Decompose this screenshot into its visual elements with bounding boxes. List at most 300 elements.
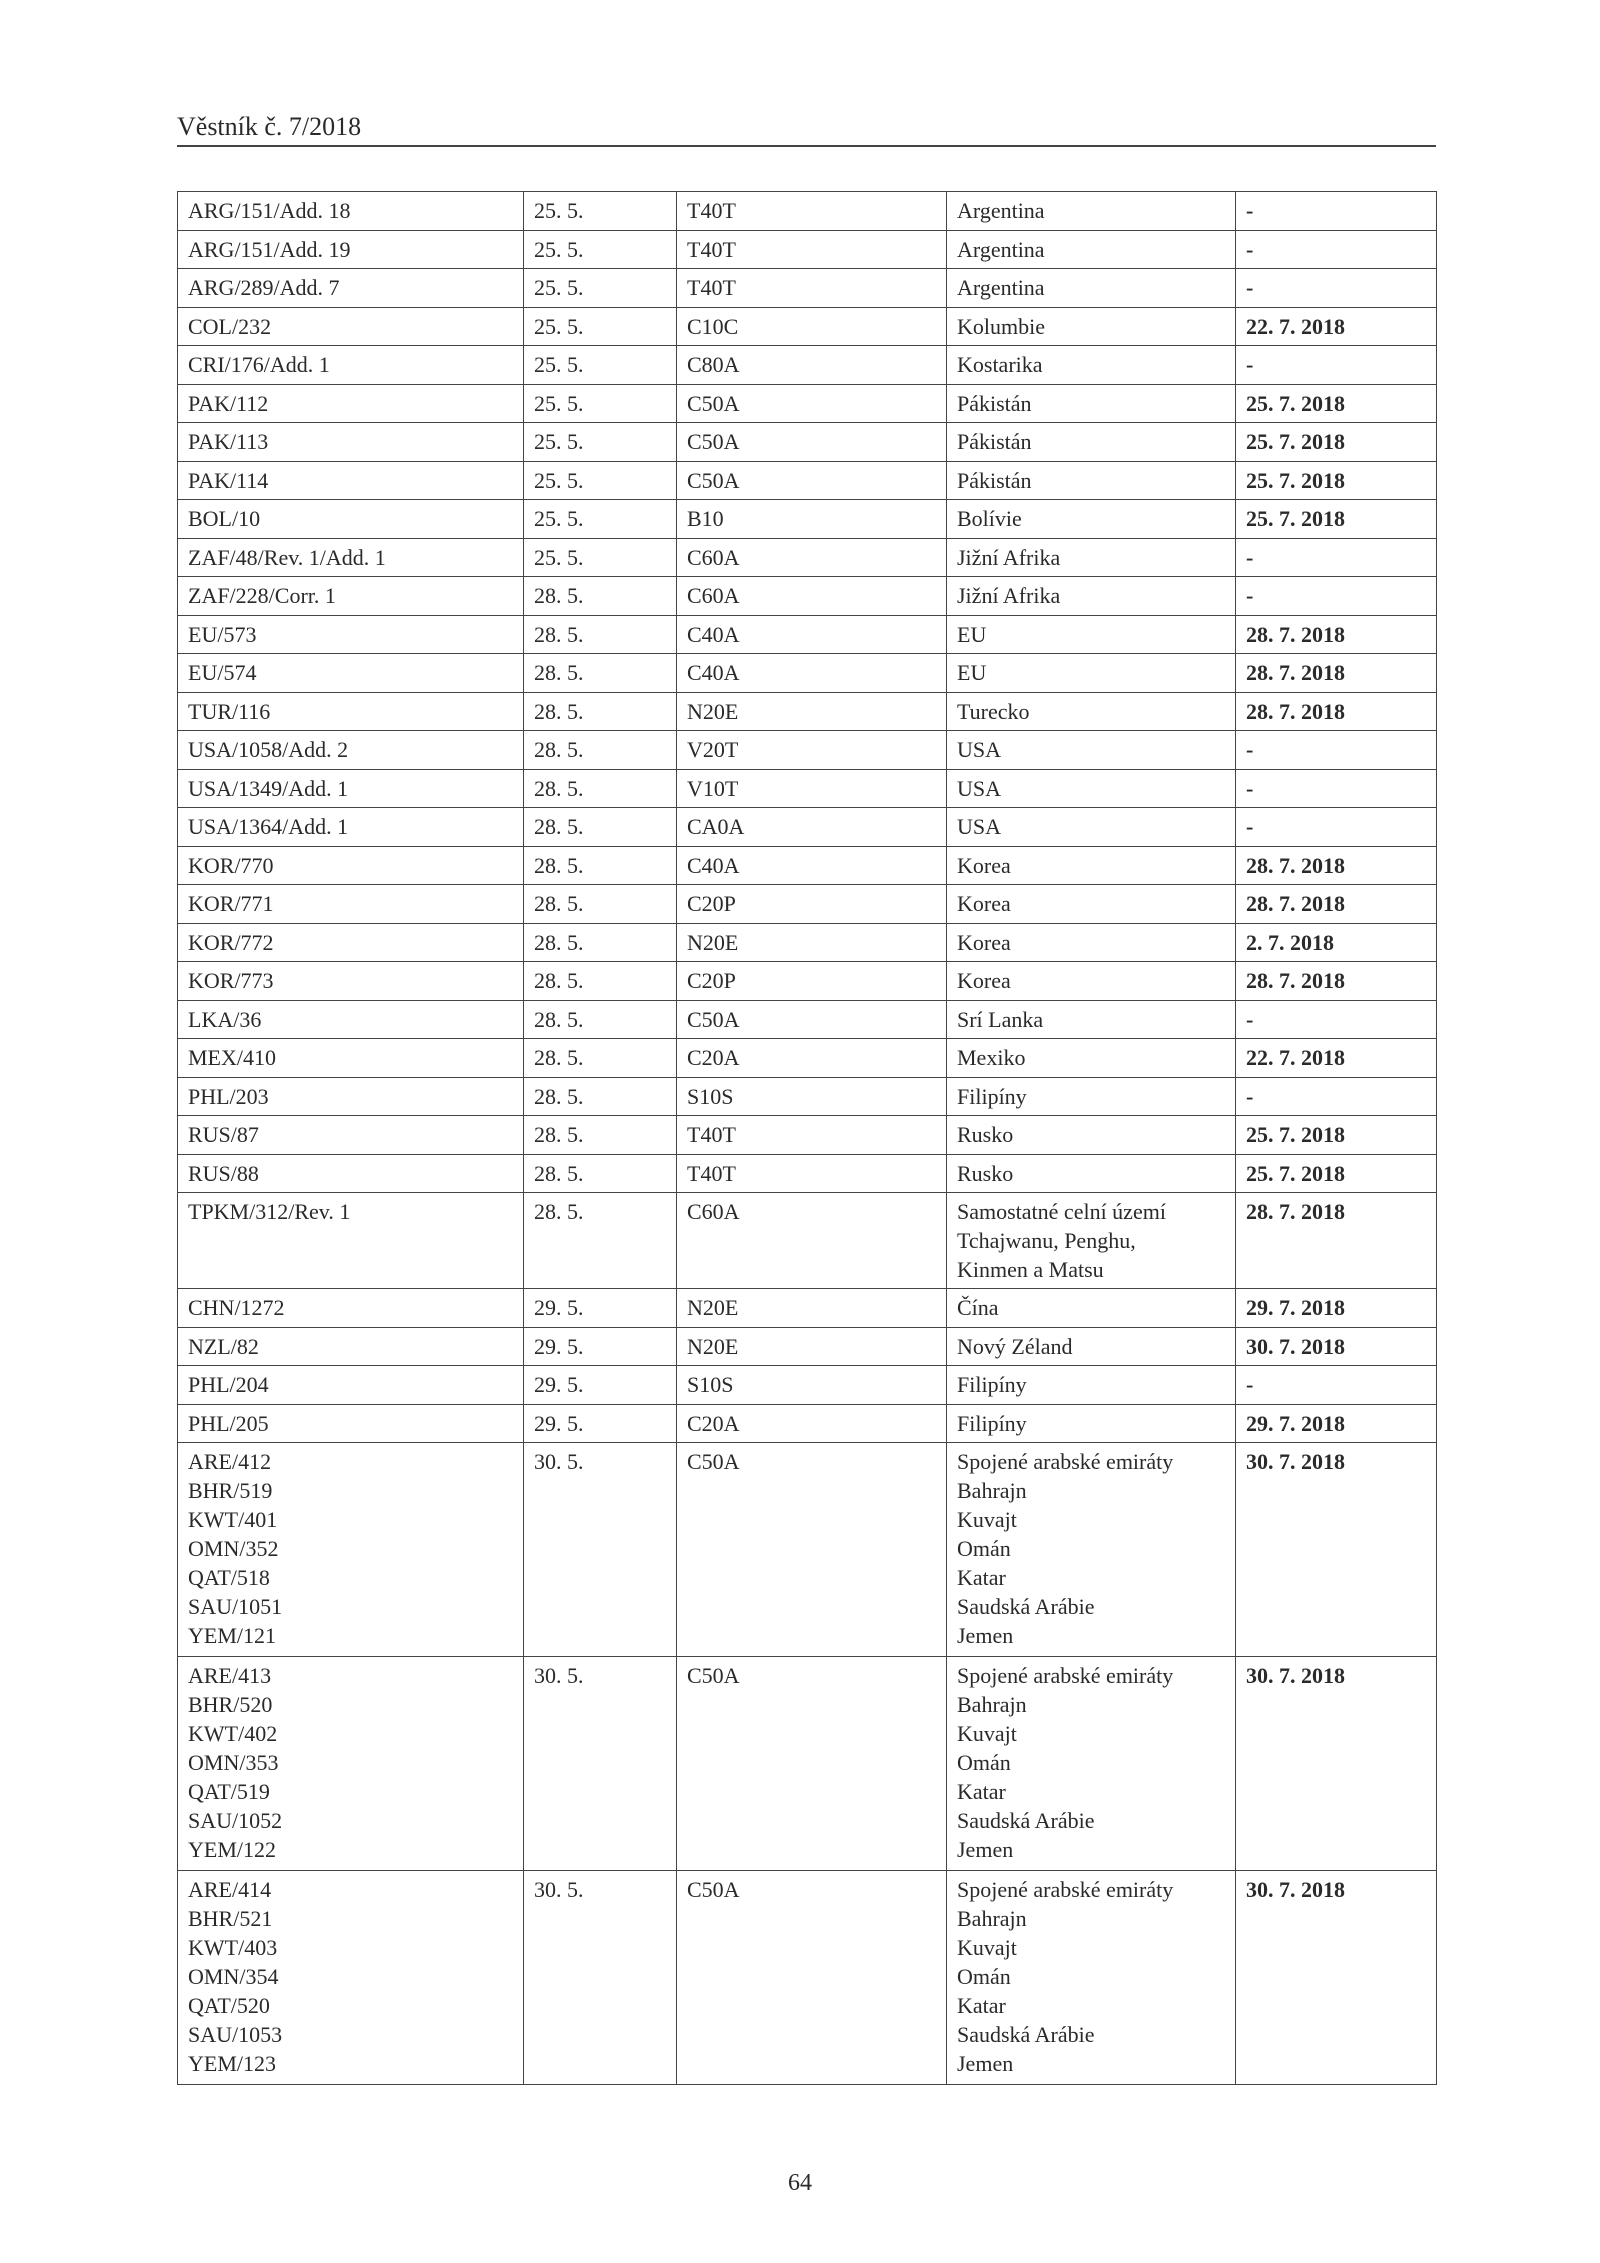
- document-cell-line: BHR/520: [188, 1692, 273, 1717]
- table-row: [178, 923, 1437, 962]
- table-row: [178, 230, 1437, 269]
- date-cell: 28. 5.: [524, 692, 677, 731]
- document-cell: [178, 808, 524, 847]
- table-row: [178, 1193, 1437, 1289]
- document-cell: [178, 1289, 524, 1328]
- document-cell-line: ARE/414: [188, 1877, 272, 1902]
- country-cell-line: Jemen: [957, 1837, 1014, 1862]
- date-cell: 28. 5.: [524, 1000, 677, 1039]
- document-cell-line: TPKM/312/Rev. 1: [188, 1199, 351, 1224]
- date-cell: 28. 5.: [524, 769, 677, 808]
- code-cell: C60A: [677, 577, 947, 616]
- header-rule: [177, 145, 1436, 147]
- document-cell-line: LKA/36: [188, 1006, 262, 1032]
- country-cell: [947, 923, 1236, 962]
- document-cell: [178, 461, 524, 500]
- country-cell-line: Turecko: [957, 698, 1030, 724]
- code-cell: C40A: [677, 654, 947, 693]
- document-cell: [178, 192, 524, 231]
- deadline-cell: 25. 7. 2018: [1236, 1154, 1437, 1193]
- code-cell: C50A: [677, 1443, 947, 1657]
- country-cell-line: Saudská Arábie: [957, 1808, 1095, 1833]
- document-cell-line: USA/1364/Add. 1: [188, 814, 349, 839]
- code-cell: C50A: [677, 461, 947, 500]
- document-cell: [178, 654, 524, 693]
- code-cell: S10S: [677, 1077, 947, 1116]
- country-cell-line: Katar: [957, 1779, 1006, 1804]
- country-cell: [947, 1289, 1236, 1328]
- country-cell-line: Argentina: [957, 236, 1045, 262]
- date-cell: 28. 5.: [524, 731, 677, 770]
- country-cell-line: Korea: [957, 929, 1011, 955]
- document-cell: [178, 538, 524, 577]
- country-cell: [947, 461, 1236, 500]
- country-cell-line: Kinmen a Matsu: [957, 1257, 1104, 1282]
- document-cell-line: SAU/1051: [188, 1594, 283, 1619]
- country-cell-line: Rusko: [957, 1160, 1014, 1186]
- date-cell: 28. 5.: [524, 885, 677, 924]
- document-cell-line: PHL/203: [188, 1083, 269, 1109]
- table-row: [178, 846, 1437, 885]
- deadline-cell: -: [1236, 1000, 1437, 1039]
- document-cell-line: KOR/773: [188, 968, 274, 993]
- country-cell: [947, 1443, 1236, 1657]
- document-cell: [178, 384, 524, 423]
- deadline-cell: -: [1236, 731, 1437, 770]
- date-cell: 28. 5.: [524, 923, 677, 962]
- document-cell-line: KWT/402: [188, 1721, 278, 1746]
- country-cell: [947, 615, 1236, 654]
- table-row: [178, 692, 1437, 731]
- document-cell: [178, 692, 524, 731]
- code-cell: C40A: [677, 846, 947, 885]
- date-cell: 28. 5.: [524, 615, 677, 654]
- code-cell: C10C: [677, 307, 947, 346]
- table-row: [178, 461, 1437, 500]
- document-cell: [178, 846, 524, 885]
- document-cell-line: PAK/114: [188, 467, 269, 493]
- notification-table: [177, 191, 1437, 2085]
- document-cell-line: KWT/403: [188, 1935, 278, 1960]
- document-cell: [178, 1871, 524, 2085]
- document-cell: [178, 1116, 524, 1155]
- date-cell: 28. 5.: [524, 1193, 677, 1289]
- deadline-cell: 25. 7. 2018: [1236, 500, 1437, 539]
- document-cell-line: SAU/1052: [188, 1808, 283, 1833]
- date-cell: 28. 5.: [524, 654, 677, 693]
- deadline-cell: 29. 7. 2018: [1236, 1289, 1437, 1328]
- country-cell: [947, 769, 1236, 808]
- date-cell: 25. 5.: [524, 307, 677, 346]
- document-cell: [178, 1039, 524, 1078]
- deadline-cell: -: [1236, 346, 1437, 385]
- deadline-cell: -: [1236, 577, 1437, 616]
- page-header-title: Věstník č. 7/2018: [177, 112, 362, 141]
- document-cell-line: USA/1349/Add. 1: [188, 775, 349, 801]
- code-cell: T40T: [677, 269, 947, 308]
- document-cell: [178, 1193, 524, 1289]
- date-cell: 28. 5.: [524, 1116, 677, 1155]
- document-cell-line: ARG/151/Add. 19: [188, 236, 351, 262]
- deadline-cell: 28. 7. 2018: [1236, 654, 1437, 693]
- document-cell-line: CHN/1272: [188, 1295, 285, 1320]
- document-cell-line: ARG/151/Add. 18: [188, 198, 351, 223]
- deadline-cell: -: [1236, 230, 1437, 269]
- document-cell-line: RUS/87: [188, 1122, 259, 1147]
- date-cell: 30. 5.: [524, 1443, 677, 1657]
- code-cell: N20E: [677, 692, 947, 731]
- deadline-cell: -: [1236, 269, 1437, 308]
- document-cell-line: KOR/771: [188, 891, 274, 916]
- table-row: [178, 423, 1437, 462]
- document-cell: [178, 1000, 524, 1039]
- deadline-cell: -: [1236, 1077, 1437, 1116]
- country-cell: [947, 1077, 1236, 1116]
- table-row: [178, 769, 1437, 808]
- country-cell-line: Kuvajt: [957, 1721, 1017, 1746]
- document-cell-line: KOR/772: [188, 929, 274, 955]
- country-cell: [947, 423, 1236, 462]
- country-cell-line: Rusko: [957, 1122, 1014, 1147]
- document-cell: [178, 1154, 524, 1193]
- document-cell-line: PHL/204: [188, 1372, 269, 1397]
- document-cell-line: CRI/176/Add. 1: [188, 352, 330, 377]
- country-cell: [947, 1154, 1236, 1193]
- table-row: [178, 962, 1437, 1001]
- deadline-cell: 29. 7. 2018: [1236, 1404, 1437, 1443]
- country-cell-line: Pákistán: [957, 429, 1032, 454]
- table-row: [178, 384, 1437, 423]
- deadline-cell: 30. 7. 2018: [1236, 1871, 1437, 2085]
- date-cell: 29. 5.: [524, 1289, 677, 1328]
- table-row: [178, 1154, 1437, 1193]
- document-cell-line: QAT/519: [188, 1779, 270, 1804]
- country-cell-line: Filipíny: [957, 1410, 1027, 1436]
- code-cell: C50A: [677, 1000, 947, 1039]
- document-cell: [178, 307, 524, 346]
- country-cell-line: Kuvajt: [957, 1935, 1017, 1960]
- country-cell: [947, 1657, 1236, 1871]
- document-cell: [178, 1077, 524, 1116]
- country-cell-line: Bahrajn: [957, 1692, 1027, 1717]
- deadline-cell: -: [1236, 538, 1437, 577]
- code-cell: C80A: [677, 346, 947, 385]
- document-cell-line: BOL/10: [188, 506, 261, 531]
- code-cell: C20P: [677, 962, 947, 1001]
- table-row: [178, 307, 1437, 346]
- country-cell-line: Bolívie: [957, 506, 1022, 531]
- code-cell: N20E: [677, 923, 947, 962]
- country-cell: [947, 654, 1236, 693]
- table-row: [178, 1443, 1437, 1657]
- document-cell-line: KWT/401: [188, 1507, 278, 1532]
- document-cell-line: BHR/519: [188, 1478, 273, 1503]
- country-cell-line: USA: [957, 814, 1002, 839]
- deadline-cell: 28. 7. 2018: [1236, 1193, 1437, 1289]
- document-cell-line: EU/574: [188, 660, 257, 685]
- country-cell-line: Spojené arabské emiráty: [957, 1877, 1174, 1902]
- code-cell: C50A: [677, 384, 947, 423]
- country-cell: [947, 269, 1236, 308]
- country-cell: [947, 808, 1236, 847]
- date-cell: 25. 5.: [524, 192, 677, 231]
- country-cell: [947, 538, 1236, 577]
- table-row: [178, 1116, 1437, 1155]
- document-cell-line: USA/1058/Add. 2: [188, 737, 349, 762]
- table-row: [178, 538, 1437, 577]
- deadline-cell: 25. 7. 2018: [1236, 423, 1437, 462]
- table-row: [178, 1366, 1437, 1405]
- date-cell: 25. 5.: [524, 500, 677, 539]
- country-cell-line: Kostarika: [957, 352, 1043, 377]
- document-cell: [178, 269, 524, 308]
- country-cell: [947, 1193, 1236, 1289]
- code-cell: T40T: [677, 1154, 947, 1193]
- country-cell-line: Argentina: [957, 275, 1045, 300]
- country-cell: [947, 1404, 1236, 1443]
- country-cell: [947, 1366, 1236, 1405]
- country-cell-line: Spojené arabské emiráty: [957, 1663, 1174, 1688]
- document-cell: [178, 423, 524, 462]
- country-cell: [947, 1116, 1236, 1155]
- country-cell: [947, 307, 1236, 346]
- document-cell-line: QAT/518: [188, 1565, 270, 1590]
- date-cell: 28. 5.: [524, 577, 677, 616]
- country-cell: [947, 346, 1236, 385]
- document-cell-line: OMN/354: [188, 1964, 279, 1989]
- date-cell: 29. 5.: [524, 1327, 677, 1366]
- country-cell-line: Nový Zéland: [957, 1333, 1073, 1359]
- table-row: [178, 731, 1437, 770]
- country-cell-line: Jižní Afrika: [957, 544, 1061, 570]
- table-row: [178, 1871, 1437, 2085]
- country-cell: [947, 962, 1236, 1001]
- document-cell-line: BHR/521: [188, 1906, 273, 1931]
- country-cell: [947, 500, 1236, 539]
- date-cell: 25. 5.: [524, 269, 677, 308]
- page-number: 64: [788, 2170, 812, 2196]
- document-cell-line: PAK/112: [188, 390, 269, 416]
- date-cell: 25. 5.: [524, 230, 677, 269]
- country-cell: [947, 1000, 1236, 1039]
- country-cell: [947, 192, 1236, 231]
- document-cell-line: YEM/121: [188, 1623, 276, 1648]
- code-cell: B10: [677, 500, 947, 539]
- country-cell-line: Spojené arabské emiráty: [957, 1449, 1174, 1474]
- document-cell: [178, 885, 524, 924]
- country-cell: [947, 846, 1236, 885]
- country-cell-line: Saudská Arábie: [957, 2022, 1095, 2047]
- document-cell-line: RUS/88: [188, 1160, 259, 1186]
- document-cell-line: ZAF/228/Corr. 1: [188, 583, 336, 608]
- date-cell: 28. 5.: [524, 1154, 677, 1193]
- date-cell: 28. 5.: [524, 962, 677, 1001]
- country-cell-line: Pákistán: [957, 390, 1032, 416]
- deadline-cell: 28. 7. 2018: [1236, 615, 1437, 654]
- document-cell: [178, 1404, 524, 1443]
- document-cell-line: PHL/205: [188, 1410, 269, 1436]
- document-cell-line: YEM/122: [188, 1837, 276, 1862]
- country-cell: [947, 577, 1236, 616]
- document-cell: [178, 923, 524, 962]
- country-cell-line: Bahrajn: [957, 1478, 1027, 1503]
- document-cell-line: COL/232: [188, 313, 272, 339]
- code-cell: C60A: [677, 538, 947, 577]
- date-cell: 30. 5.: [524, 1871, 677, 2085]
- code-cell: C50A: [677, 423, 947, 462]
- country-cell-line: Jižní Afrika: [957, 583, 1061, 608]
- deadline-cell: 28. 7. 2018: [1236, 962, 1437, 1001]
- country-cell-line: Korea: [957, 891, 1011, 916]
- document-cell-line: PAK/113: [188, 429, 269, 454]
- deadline-cell: 22. 7. 2018: [1236, 1039, 1437, 1078]
- document-cell-line: NZL/82: [188, 1333, 259, 1359]
- country-cell-line: Omán: [957, 1964, 1011, 1989]
- deadline-cell: -: [1236, 769, 1437, 808]
- table-row: [178, 1404, 1437, 1443]
- document-cell-line: QAT/520: [188, 1993, 270, 2018]
- code-cell: C20A: [677, 1039, 947, 1078]
- code-cell: C50A: [677, 1657, 947, 1871]
- document-cell: [178, 1657, 524, 1871]
- country-cell-line: Filipíny: [957, 1083, 1027, 1109]
- country-cell-line: EU: [957, 660, 987, 685]
- date-cell: 25. 5.: [524, 461, 677, 500]
- date-cell: 28. 5.: [524, 1077, 677, 1116]
- country-cell-line: Pákistán: [957, 467, 1032, 493]
- table-row: [178, 654, 1437, 693]
- country-cell-line: Katar: [957, 1993, 1006, 2018]
- date-cell: 28. 5.: [524, 846, 677, 885]
- date-cell: 25. 5.: [524, 384, 677, 423]
- deadline-cell: 25. 7. 2018: [1236, 461, 1437, 500]
- country-cell: [947, 384, 1236, 423]
- deadline-cell: 30. 7. 2018: [1236, 1443, 1437, 1657]
- country-cell-line: Korea: [957, 968, 1011, 993]
- country-cell: [947, 731, 1236, 770]
- country-cell-line: Srí Lanka: [957, 1006, 1044, 1032]
- country-cell-line: Čína: [957, 1295, 999, 1320]
- table-row: [178, 885, 1437, 924]
- country-cell-line: Omán: [957, 1536, 1011, 1561]
- code-cell: C20P: [677, 885, 947, 924]
- date-cell: 29. 5.: [524, 1366, 677, 1405]
- country-cell-line: Samostatné celní území: [957, 1199, 1166, 1224]
- date-cell: 30. 5.: [524, 1657, 677, 1871]
- date-cell: 25. 5.: [524, 538, 677, 577]
- date-cell: 29. 5.: [524, 1404, 677, 1443]
- document-cell-line: OMN/352: [188, 1536, 279, 1561]
- date-cell: 28. 5.: [524, 1039, 677, 1078]
- document-cell-line: TUR/116: [188, 698, 271, 724]
- country-cell-line: USA: [957, 775, 1002, 801]
- code-cell: N20E: [677, 1327, 947, 1366]
- deadline-cell: -: [1236, 192, 1437, 231]
- document-cell: [178, 615, 524, 654]
- document-cell: [178, 769, 524, 808]
- country-cell-line: Omán: [957, 1750, 1011, 1775]
- country-cell-line: Argentina: [957, 198, 1045, 223]
- document-cell-line: KOR/770: [188, 852, 274, 878]
- table-row: [178, 1657, 1437, 1871]
- deadline-cell: 28. 7. 2018: [1236, 692, 1437, 731]
- document-cell-line: SAU/1053: [188, 2022, 283, 2047]
- table-row: [178, 1000, 1437, 1039]
- code-cell: T40T: [677, 1116, 947, 1155]
- deadline-cell: 28. 7. 2018: [1236, 846, 1437, 885]
- document-cell: [178, 346, 524, 385]
- code-cell: C20A: [677, 1404, 947, 1443]
- date-cell: 25. 5.: [524, 423, 677, 462]
- document-cell: [178, 1327, 524, 1366]
- code-cell: C40A: [677, 615, 947, 654]
- country-cell-line: EU: [957, 621, 987, 647]
- country-cell: [947, 1871, 1236, 2085]
- document-cell: [178, 962, 524, 1001]
- document-cell: [178, 1366, 524, 1405]
- country-cell: [947, 1039, 1236, 1078]
- code-cell: C60A: [677, 1193, 947, 1289]
- table-row: [178, 192, 1437, 231]
- code-cell: T40T: [677, 192, 947, 231]
- document-cell: [178, 731, 524, 770]
- code-cell: C50A: [677, 1871, 947, 2085]
- country-cell: [947, 1327, 1236, 1366]
- document-cell-line: MEX/410: [188, 1045, 276, 1070]
- document-cell: [178, 230, 524, 269]
- document-cell: [178, 577, 524, 616]
- document-cell-line: YEM/123: [188, 2051, 276, 2076]
- table-row: [178, 346, 1437, 385]
- country-cell-line: Katar: [957, 1565, 1006, 1590]
- document-cell-line: ARE/412: [188, 1449, 272, 1474]
- table-row: [178, 1039, 1437, 1078]
- country-cell: [947, 885, 1236, 924]
- table-row: [178, 1077, 1437, 1116]
- country-cell: [947, 692, 1236, 731]
- table-row: [178, 269, 1437, 308]
- document-cell-line: EU/573: [188, 621, 257, 647]
- deadline-cell: 22. 7. 2018: [1236, 307, 1437, 346]
- country-cell-line: Filipíny: [957, 1372, 1027, 1397]
- document-cell: [178, 1443, 524, 1657]
- document-cell-line: ZAF/48/Rev. 1/Add. 1: [188, 544, 386, 570]
- country-cell-line: Jemen: [957, 2051, 1014, 2076]
- table-row: [178, 500, 1437, 539]
- country-cell-line: Kolumbie: [957, 313, 1045, 339]
- code-cell: V20T: [677, 731, 947, 770]
- date-cell: 25. 5.: [524, 346, 677, 385]
- code-cell: CA0A: [677, 808, 947, 847]
- table-row: [178, 615, 1437, 654]
- country-cell-line: Bahrajn: [957, 1906, 1027, 1931]
- deadline-cell: 30. 7. 2018: [1236, 1327, 1437, 1366]
- country-cell-line: Saudská Arábie: [957, 1594, 1095, 1619]
- deadline-cell: -: [1236, 1366, 1437, 1405]
- deadline-cell: 2. 7. 2018: [1236, 923, 1437, 962]
- code-cell: T40T: [677, 230, 947, 269]
- code-cell: N20E: [677, 1289, 947, 1328]
- country-cell-line: Jemen: [957, 1623, 1014, 1648]
- table-row: [178, 1289, 1437, 1328]
- country-cell: [947, 230, 1236, 269]
- deadline-cell: 25. 7. 2018: [1236, 1116, 1437, 1155]
- deadline-cell: 28. 7. 2018: [1236, 885, 1437, 924]
- document-cell-line: OMN/353: [188, 1750, 279, 1775]
- table-row: [178, 808, 1437, 847]
- deadline-cell: 30. 7. 2018: [1236, 1657, 1437, 1871]
- code-cell: V10T: [677, 769, 947, 808]
